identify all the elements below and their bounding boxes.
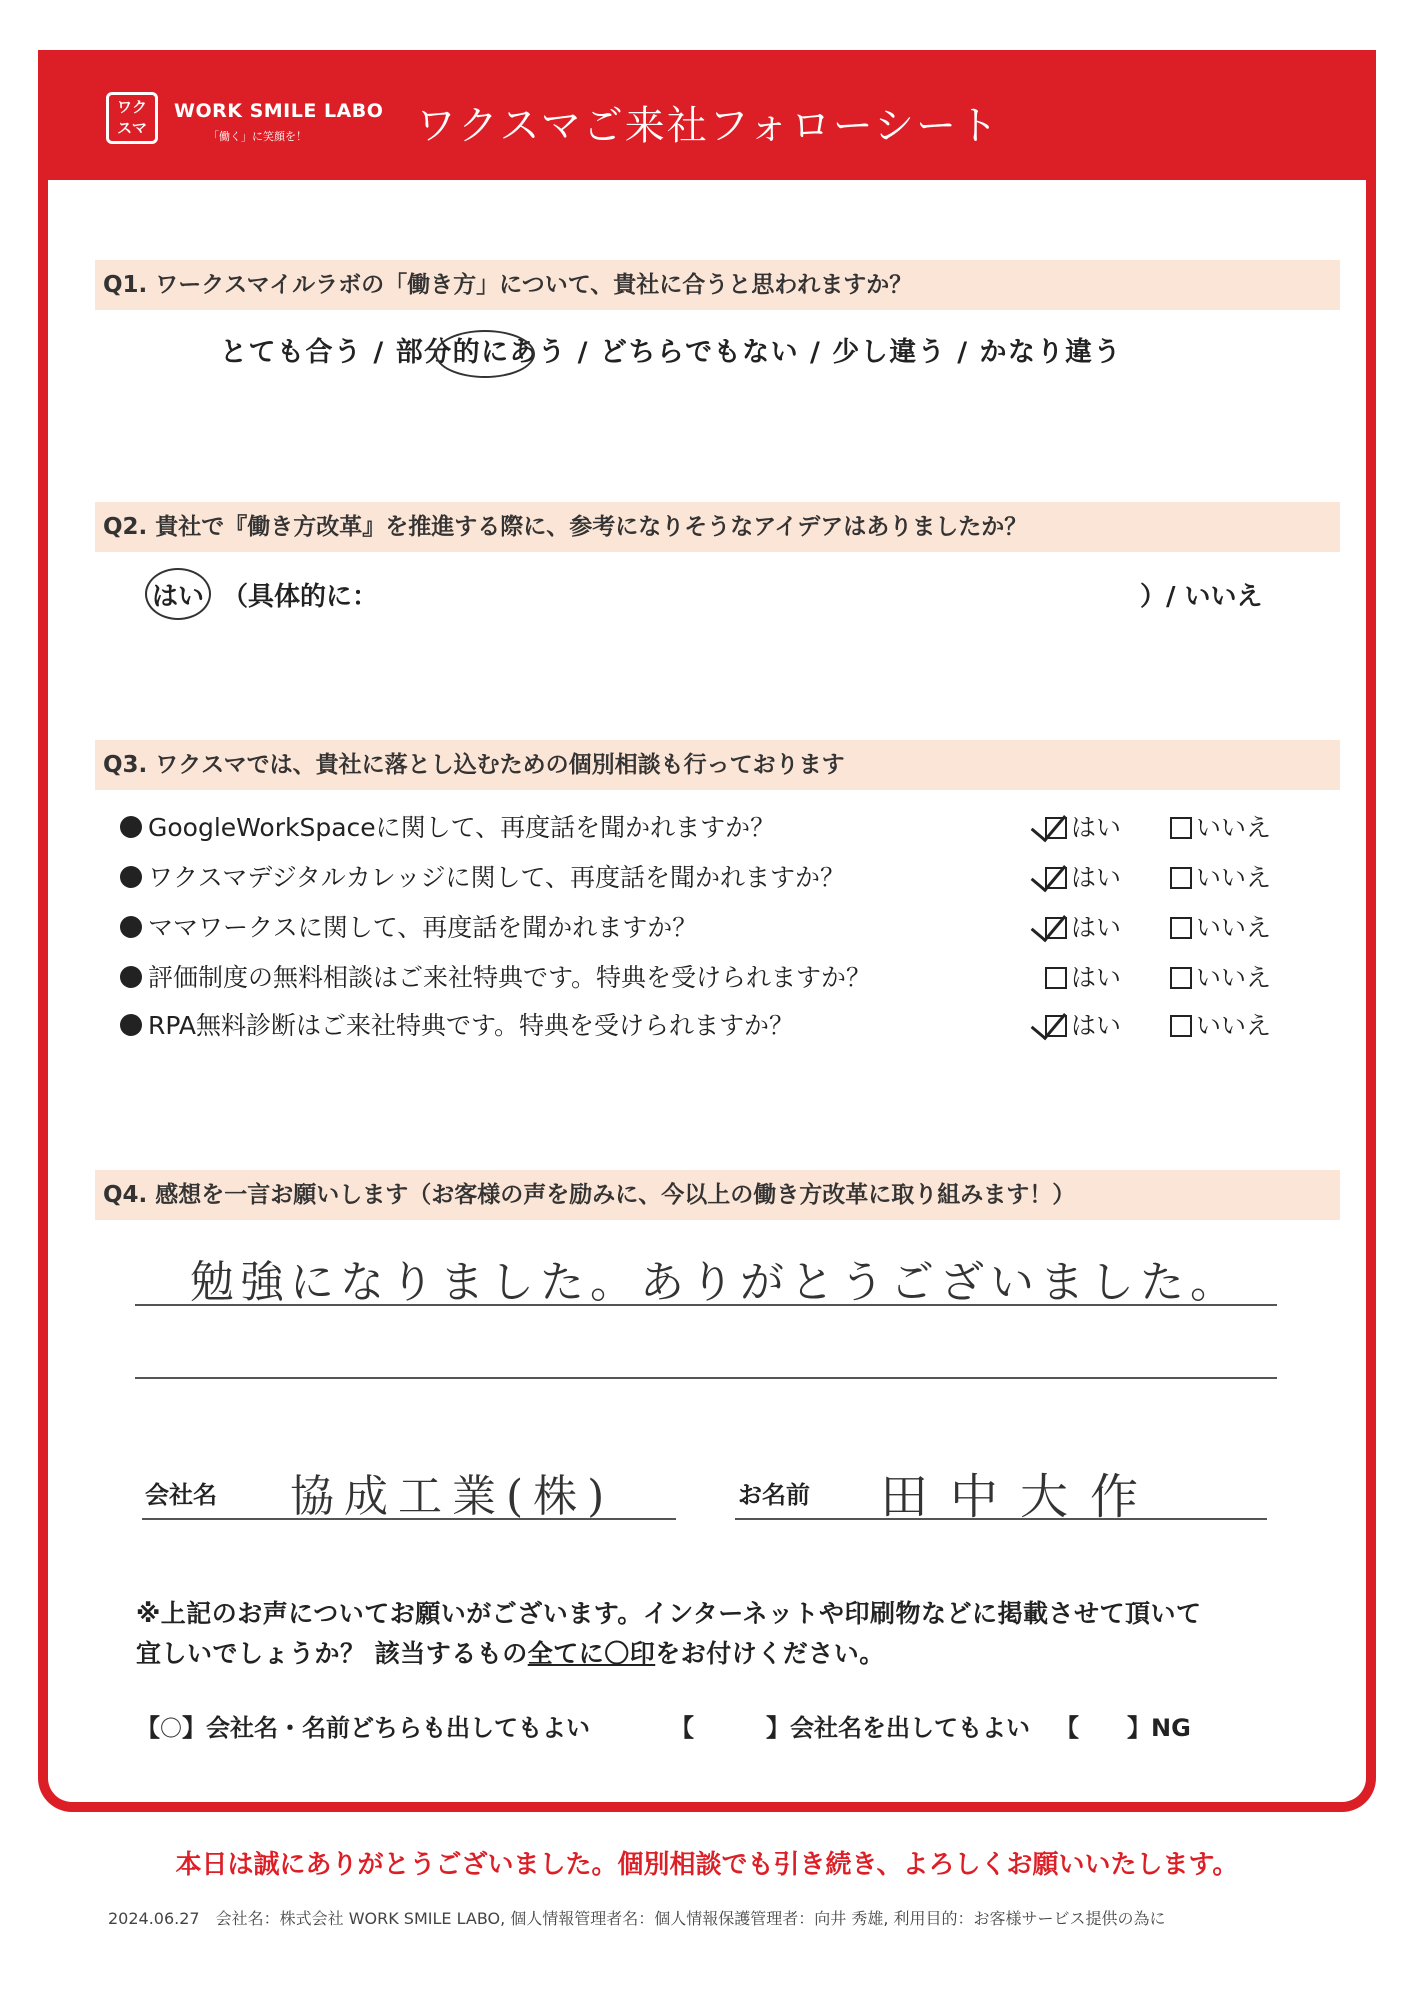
q3-item-text: GoogleWorkSpaceに関して、再度話を聞かれますか？ [148, 813, 776, 842]
q3-yes-option[interactable] [1045, 808, 1121, 848]
yes-label: はい [1071, 863, 1122, 892]
q1-option[interactable]: どちらでもない [599, 337, 800, 368]
q1-options [220, 330, 1122, 369]
q1-option[interactable]: かなり違う [979, 337, 1122, 368]
separator: / [577, 337, 589, 368]
answer-line [135, 1304, 1277, 1306]
circle-mark-icon: 〇 [160, 1717, 183, 1742]
q3-question: Q3. ワクスマでは、貴社に落とし込むための個別相談も行っております [95, 740, 1340, 790]
q2-detail-open: （具体的に： [222, 582, 379, 612]
q3-yes-option[interactable] [1045, 858, 1121, 898]
q3-yes-option[interactable] [1045, 908, 1121, 948]
checkbox[interactable] [1170, 867, 1192, 889]
name-value[interactable]: 田中大作 [880, 1469, 1161, 1525]
thanks-message: 本日は誠にありがとうございました。個別相談でも引き続き、よろしくお願いいたします。 [175, 1850, 1239, 1880]
checkbox[interactable] [1170, 917, 1192, 939]
q3-item [120, 908, 1300, 948]
name-label: お名前 [738, 1481, 810, 1509]
q4-question: Q4. 感想を一言お願いします（お客様の声を励みに、今以上の働き方改革に取り組みます！） [95, 1170, 1340, 1220]
q3-item [120, 858, 1300, 898]
q3-no-option[interactable] [1170, 908, 1271, 948]
consent-option-both[interactable] [136, 1708, 590, 1743]
logo-name: WORK SMILE LABO [174, 100, 384, 122]
checkbox[interactable] [1170, 1015, 1192, 1037]
q3-item-text: 評価制度の無料相談はご来社特典です。特典を受けられますか？ [148, 963, 872, 992]
checkbox[interactable] [1170, 817, 1192, 839]
checkbox[interactable] [1170, 967, 1192, 989]
company-value[interactable]: 協成工業(株) [290, 1471, 615, 1522]
no-label: いいえ [1196, 963, 1272, 992]
checkbox[interactable] [1045, 1015, 1067, 1037]
q3-no-option[interactable] [1170, 858, 1271, 898]
no-label: いいえ [1196, 913, 1272, 942]
q1-option[interactable]: 少し違う [832, 337, 947, 368]
company-line [142, 1518, 676, 1520]
consent-option-company[interactable]: 【 】会社名を出してもよい [670, 1714, 1030, 1742]
consent-note-line1: ※上記のお声についてお願いがございます。インターネットや印刷物などに掲載させて頂いて [136, 1599, 1202, 1628]
consent-option-text: 】会社名・名前どちらも出してもよい [182, 1714, 591, 1742]
q2-yes-option[interactable]: はい [152, 582, 205, 612]
q3-no-option[interactable] [1170, 958, 1271, 998]
consent-option-ng[interactable]: 【 】NG [1055, 1714, 1191, 1742]
q3-yes-option[interactable] [1045, 1006, 1121, 1046]
q1-question: Q1. ワークスマイルラボの「働き方」について、貴社に合うと思われますか？ [95, 260, 1340, 310]
logo-mark [106, 92, 158, 144]
q3-item-text: RPA無料診断はご来社特典です。特典を受けられますか？ [148, 1011, 794, 1040]
q3-item [120, 808, 1300, 848]
checkbox[interactable] [1045, 917, 1067, 939]
q1-option[interactable]: とても合う [220, 337, 363, 368]
footer-info: 2024.06.27 会社名：株式会社 WORK SMILE LABO, 個人情報管理者名：個人情報保護管理者：向井 秀雄, 利用目的：お客様サービス提供の為に [108, 1909, 1166, 1928]
checkbox[interactable] [1045, 817, 1067, 839]
company-label: 会社名 [145, 1481, 217, 1509]
note-emphasis: 全てに〇印 [527, 1639, 656, 1668]
logo-tagline: 「働く」に笑顔を！ [208, 130, 307, 143]
q2-no-option[interactable]: ）/ いいえ [1140, 582, 1263, 612]
no-label: いいえ [1196, 813, 1272, 842]
q3-item-text: ママワークスに関して、再度話を聞かれますか？ [148, 913, 698, 942]
separator: / [810, 337, 822, 368]
bullet-icon [120, 866, 142, 888]
yes-label: はい [1071, 913, 1122, 942]
q3-no-option[interactable] [1170, 808, 1271, 848]
header-bar [38, 50, 1376, 180]
note-text: をお付けください。 [655, 1639, 885, 1668]
bullet-icon [120, 966, 142, 988]
consent-note-line2 [136, 1634, 885, 1670]
q3-no-option[interactable] [1170, 1006, 1271, 1046]
yes-label: はい [1071, 813, 1122, 842]
check-mark-icon [1031, 855, 1067, 892]
no-label: いいえ [1196, 1011, 1272, 1040]
yes-label: はい [1071, 1011, 1122, 1040]
bracket: 【 [136, 1714, 160, 1742]
no-label: いいえ [1196, 863, 1272, 892]
checkbox[interactable] [1045, 967, 1067, 989]
q1-option[interactable]: 部分的にあう [395, 337, 567, 368]
page-title: ワクスマご来社フォローシート [416, 103, 1000, 149]
separator: / [373, 337, 385, 368]
q4-answer[interactable]: 勉強になりました。ありがとうございました。 [190, 1257, 1240, 1308]
name-line [735, 1518, 1267, 1520]
q2-question: Q2. 貴社で『働き方改革』を推進する際に、参考になりそうなアイデアはありましたか？ [95, 502, 1340, 552]
bullet-icon [120, 916, 142, 938]
bullet-icon [120, 816, 142, 838]
q3-item [120, 1006, 1300, 1046]
yes-label: はい [1071, 963, 1122, 992]
check-mark-icon [1031, 805, 1067, 842]
check-mark-icon [1031, 905, 1067, 942]
q3-item-text: ワクスマデジタルカレッジに関して、再度話を聞かれますか？ [148, 863, 846, 892]
q2-selected-circle [145, 568, 211, 620]
bullet-icon [120, 1014, 142, 1036]
q3-item [120, 958, 1300, 998]
note-text: 宜しいでしょうか？ 該当するもの [136, 1639, 528, 1668]
checkbox[interactable] [1045, 867, 1067, 889]
check-mark-icon [1031, 1003, 1067, 1040]
answer-line [135, 1377, 1277, 1379]
q3-yes-option[interactable] [1045, 958, 1121, 998]
logo-mark-text: ワク スマ [116, 98, 147, 137]
q1-selected-circle [435, 330, 535, 378]
separator: / [957, 337, 969, 368]
